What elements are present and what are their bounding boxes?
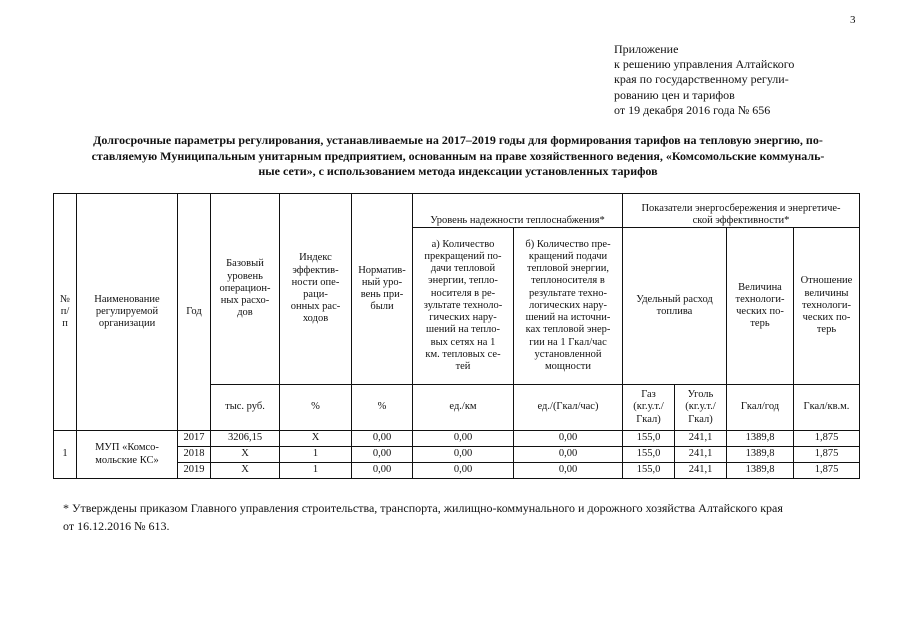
cell-losses: 1389,8 <box>727 463 794 479</box>
cell-rel-b: 0,00 <box>514 463 623 479</box>
header-efficiency-index: Индекс эффектив- ности опе- раци- онных рас- ходов <box>280 194 352 385</box>
appendix-line: края по государственному регули- <box>614 72 789 87</box>
cell-rel-b: 0,00 <box>514 447 623 463</box>
footnote <box>63 499 783 535</box>
cell-ratio: 1,875 <box>794 431 860 447</box>
unit-coal: Уголь (кг.у.т./ Гкал) <box>675 385 727 431</box>
cell-coal: 241,1 <box>675 463 727 479</box>
unit-rel-a: ед./км <box>413 385 514 431</box>
cell-coal: 241,1 <box>675 447 727 463</box>
title-line: Долгосрочные параметры регулирования, устанавливаемые на 2017–2019 годы для формирования тарифов на тепловую энергию, по- <box>93 133 823 147</box>
cell-rel-a: 0,00 <box>413 431 514 447</box>
cell-coal: 241,1 <box>675 431 727 447</box>
org-number: 1 <box>54 431 77 479</box>
cell-rel-b: 0,00 <box>514 431 623 447</box>
unit-norm: % <box>352 385 413 431</box>
cell-index: 1 <box>280 463 352 479</box>
cell-ratio: 1,875 <box>794 447 860 463</box>
cell-norm: 0,00 <box>352 431 413 447</box>
cell-base: 3206,15 <box>211 431 280 447</box>
cell-rel-a: 0,00 <box>413 447 514 463</box>
unit-index: % <box>280 385 352 431</box>
unit-ratio: Гкал/кв.м. <box>794 385 860 431</box>
title-line: ставляемую Муниципальным унитарным предприятием, основанным на праве хозяйственного ведения, «Комсомольские коммуналь- <box>91 148 825 163</box>
cell-year: 2017 <box>178 431 211 447</box>
header-num: № п/ п <box>54 194 77 431</box>
appendix-line: к решению управления Алтайского <box>614 57 795 72</box>
header-reliability: Уровень надежности теплоснабжения* <box>413 194 623 228</box>
header-normative-profit: Норматив- ный уро- вень при- были <box>352 194 413 385</box>
cell-ratio: 1,875 <box>794 463 860 479</box>
cell-index: Х <box>280 431 352 447</box>
header-reliability-a: а) Количество прекращений по- дачи тепловой энергии, тепло- носителя в ре- зультате техноло- гических нару- шений на тепло- вых сетях на 1 км. тепловых се- тей <box>413 228 514 385</box>
appendix-line: Приложение <box>614 42 679 56</box>
header-year: Год <box>178 194 211 431</box>
table-row <box>54 431 860 447</box>
cell-rel-a: 0,00 <box>413 463 514 479</box>
document-title <box>58 133 858 180</box>
header-fuel-consumption: Удельный расход топлива <box>623 228 727 385</box>
footnote-line: * Утверждены приказом Главного управления строительства, транспорта, жилищно-коммунального и дорожного хозяйства Алтайского края <box>63 501 783 515</box>
title-line: ные сети», с использованием метода индексации установленных тарифов <box>258 164 658 178</box>
header-losses-ratio: Отношение величины технологи- ческих по- терь <box>794 228 860 385</box>
unit-rel-b: ед./(Гкал/час) <box>514 385 623 431</box>
cell-norm: 0,00 <box>352 463 413 479</box>
cell-losses: 1389,8 <box>727 447 794 463</box>
org-name: МУП «Комсо- мольские КС» <box>77 431 178 479</box>
cell-year: 2018 <box>178 447 211 463</box>
cell-index: 1 <box>280 447 352 463</box>
cell-base: Х <box>211 463 280 479</box>
cell-gas: 155,0 <box>623 447 675 463</box>
header-reliability-b: б) Количество пре- кращений подачи тепловой энергии, теплоносителя в результате техно- логических нару- шений на источни- ках тепловой энер- гии на 1 Гкал/час установленной мощности <box>514 228 623 385</box>
header-base-expenses: Базовый уровень операцион- ных расхо- дов <box>211 194 280 385</box>
cell-gas: 155,0 <box>623 431 675 447</box>
header-energy-efficiency: Показатели энергосбережения и энергетиче- ской эффективности* <box>623 194 860 228</box>
header-tech-losses: Величина технологи- ческих по- терь <box>727 228 794 385</box>
unit-base: тыс. руб. <box>211 385 280 431</box>
footnote-line: от 16.12.2016 № 613. <box>63 519 170 533</box>
cell-losses: 1389,8 <box>727 431 794 447</box>
cell-year: 2019 <box>178 463 211 479</box>
cell-gas: 155,0 <box>623 463 675 479</box>
cell-norm: 0,00 <box>352 447 413 463</box>
page-number: 3 <box>850 14 856 26</box>
unit-losses: Гкал/год <box>727 385 794 431</box>
cell-base: Х <box>211 447 280 463</box>
unit-gas: Газ (кг.у.т./ Гкал) <box>623 385 675 431</box>
appendix-line: рованию цен и тарифов <box>614 87 735 102</box>
appendix-block <box>614 42 794 118</box>
header-org: Наименование регулируемой организации <box>77 194 178 431</box>
appendix-line: от 19 декабря 2016 года № 656 <box>614 102 771 117</box>
parameters-table <box>53 193 860 479</box>
